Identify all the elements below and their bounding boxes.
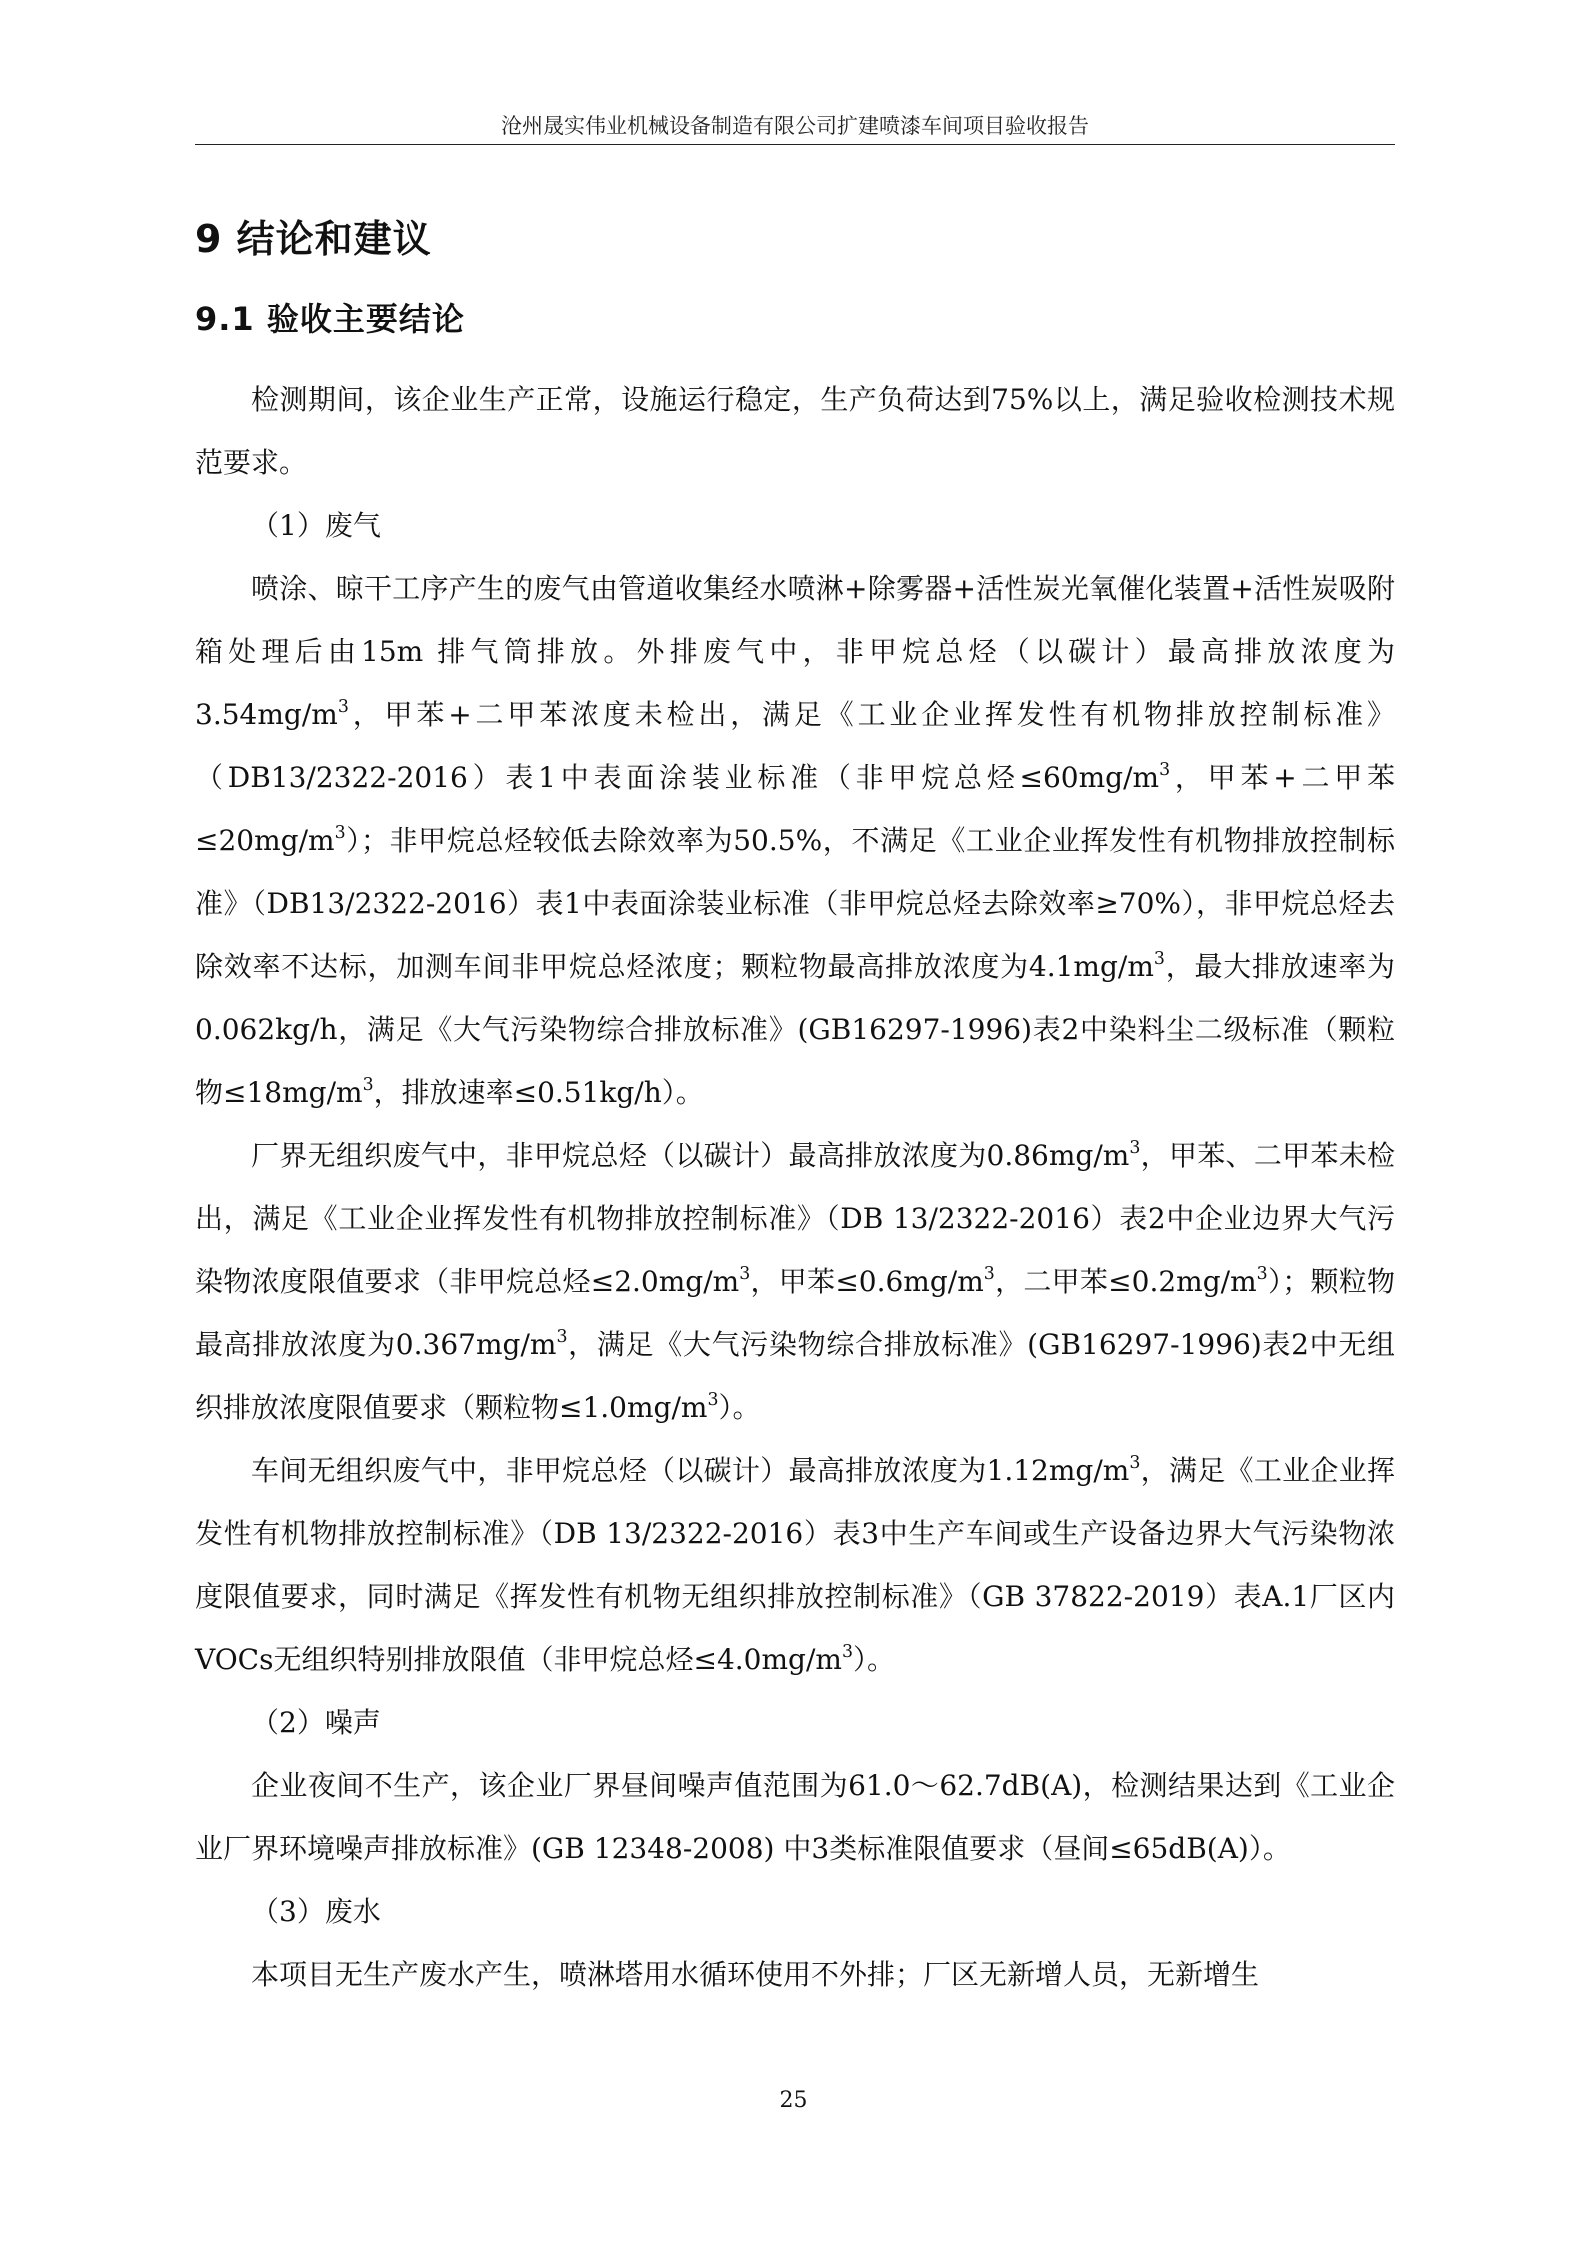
subheading-noise: （2）噪声 [251, 1706, 381, 1739]
text-run: ，甲苯+二甲苯浓度未检出，满足《工业企业挥发性有机物排放控制标准》（DB13/2322-2016）表1中表面涂装业标准（非甲烷总烃≤60mg/m [195, 698, 1395, 794]
subheading-air: （1）废气 [251, 509, 381, 542]
text-run: ）；非甲烷总烃较低去除效率为50.5%，不满足《工业企业挥发性有机物排放控制标准》（DB13/2322-2016）表1中表面涂装业标准（非甲烷总烃去除效率≥70%），非甲烷总烃去除效率不达标，加测车间非甲烷总烃浓度；颗粒物最高排放浓度为4.1mg/m [195, 824, 1395, 983]
superscript: 3 [707, 1389, 719, 1410]
superscript: 3 [1153, 948, 1165, 969]
superscript: 3 [337, 696, 349, 717]
text-run: 厂界无组织废气中，非甲烷总烃（以碳计）最高排放浓度为0.86mg/m [251, 1139, 1130, 1172]
superscript: 3 [1256, 1263, 1268, 1284]
superscript: 3 [983, 1263, 995, 1284]
text-run: ）。 [718, 1391, 761, 1424]
text-run: ）；颗粒物最高排放浓度为0.367mg/m [195, 1265, 1396, 1361]
text-run: ，甲苯+二甲苯≤20mg/m [195, 761, 1395, 857]
text-run: ，满足《大气污染物综合排放标准》(GB16297-1996)表2中无组织排放浓度限值要求（颗粒物≤1.0mg/m [195, 1328, 1395, 1424]
document-body [195, 368, 1395, 2006]
superscript: 3 [739, 1263, 751, 1284]
text-run: ，甲苯≤0.6mg/m [750, 1265, 984, 1298]
paragraph-intro: 检测期间，该企业生产正常，设施运行稳定，生产负荷达到75%以上，满足验收检测技术规范要求。 [195, 383, 1395, 479]
text-run: 喷涂、晾干工序产生的废气由管道收集经水喷淋+除雾器+活性炭光氧催化装置+活性炭吸附箱处理后由15m 排气筒排放。外排废气中，非甲烷总烃（以碳计）最高排放浓度为3.54mg/m [195, 572, 1395, 731]
text-run: ）。 [852, 1643, 895, 1676]
paragraph-noise: 企业夜间不生产，该企业厂界昼间噪声值范围为61.0～62.7dB(A)，检测结果达到《工业企业厂界环境噪声排放标准》(GB 12348-2008) 中3类标准限值要求（昼间≤65dB(A)）。 [195, 1769, 1395, 1865]
running-header: 沧州晟实伟业机械设备制造有限公司扩建喷漆车间项目验收报告 [501, 114, 1089, 138]
paragraph-air-workshop [195, 1439, 1395, 1691]
paragraph-air-stack [195, 557, 1395, 1124]
header-divider [195, 144, 1395, 145]
superscript: 3 [556, 1326, 568, 1347]
superscript: 3 [362, 1074, 374, 1095]
superscript: 3 [334, 822, 346, 843]
superscript: 3 [1159, 759, 1171, 780]
text-run: 车间无组织废气中，非甲烷总烃（以碳计）最高排放浓度为1.12mg/m [251, 1454, 1130, 1487]
superscript: 3 [1129, 1452, 1141, 1473]
paragraph-water: 本项目无生产废水产生，喷淋塔用水循环使用不外排；厂区无新增人员，无新增生 [251, 1958, 1260, 1991]
superscript: 3 [1129, 1137, 1141, 1158]
section-heading: 9.1 验收主要结论 [195, 300, 465, 338]
text-run: ，二甲苯≤0.2mg/m [994, 1265, 1257, 1298]
text-run: ，排放速率≤0.51kg/h）。 [373, 1076, 704, 1109]
text-run: ，最大排放速率为0.062kg/h，满足《大气污染物综合排放标准》(GB16297-1996)表2中染料尘二级标准（颗粒物≤18mg/m [195, 950, 1395, 1109]
paragraph-air-boundary [195, 1124, 1395, 1439]
page-number: 25 [779, 2088, 808, 2113]
subheading-water: （3）废水 [251, 1895, 381, 1928]
superscript: 3 [841, 1641, 853, 1662]
chapter-heading: 9 结论和建议 [195, 217, 432, 261]
text-run: ，甲苯、二甲苯未检出，满足《工业企业挥发性有机物排放控制标准》（DB 13/2322-2016）表2中企业边界大气污染物浓度限值要求（非甲烷总烃≤2.0mg/m [195, 1139, 1395, 1298]
text-run: ，满足《工业企业挥发性有机物排放控制标准》（DB 13/2322-2016）表3中生产车间或生产设备边界大气污染物浓度限值要求，同时满足《挥发性有机物无组织排放控制标准》（GB 37822-2019）表A.1厂区内VOCs无组织特别排放限值（非甲烷总烃≤4.0mg/m [195, 1454, 1395, 1676]
